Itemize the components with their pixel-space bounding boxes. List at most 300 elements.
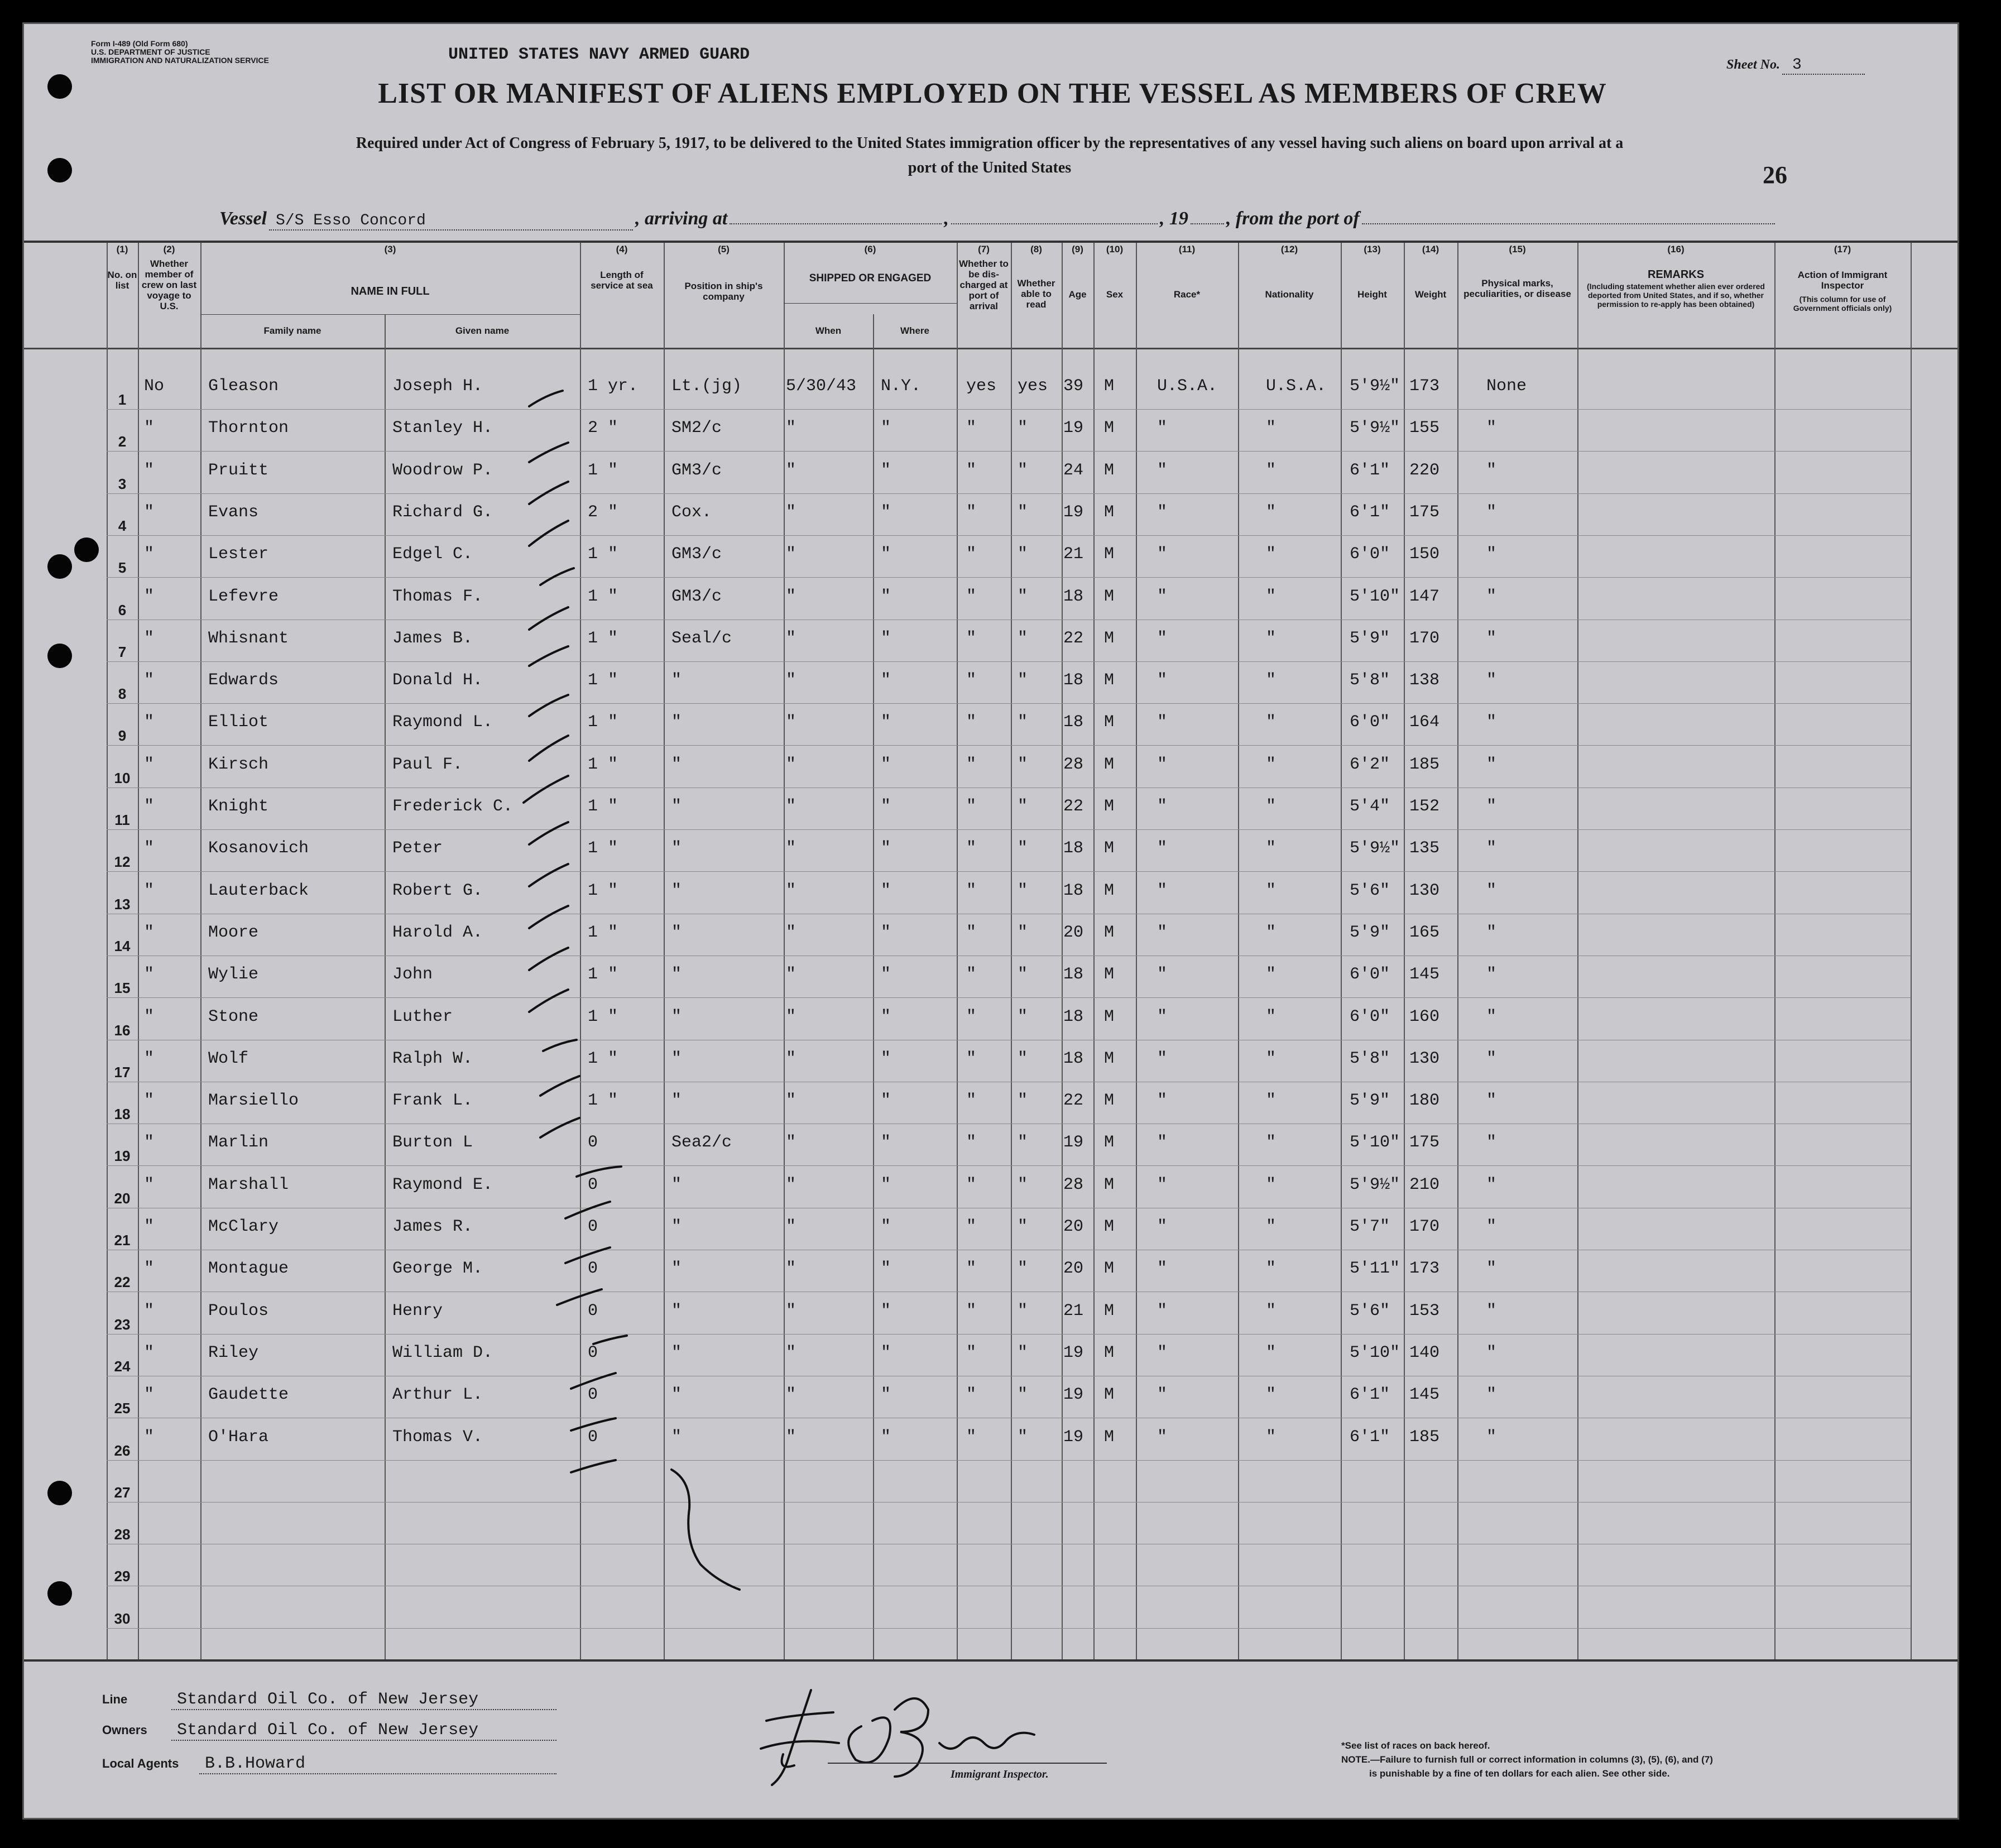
- nationality-cell: ": [1266, 1343, 1277, 1362]
- shipped-where-cell: ": [881, 755, 891, 774]
- family-name-cell: Thornton: [208, 419, 289, 438]
- given-name-cell: Peter: [392, 839, 443, 858]
- row-number: 17: [114, 1063, 131, 1081]
- marks-cell: ": [1486, 1217, 1497, 1236]
- inspector-label: Immigrant Inspector.: [951, 1768, 1049, 1780]
- shipped-where-cell: ": [881, 923, 891, 942]
- prev-voyage-cell: ": [144, 1217, 155, 1236]
- vessel-line: Vessel S/S Esso Concord , arriving at , , 19 , from the port of: [219, 208, 1775, 231]
- row-number: 7: [118, 643, 127, 660]
- race-cell: ": [1157, 713, 1168, 732]
- service-cell: 1 ": [588, 545, 618, 564]
- discharged-cell: ": [966, 1091, 977, 1111]
- family-name-cell: Poulos: [208, 1301, 269, 1321]
- shipped-where-cell: ": [881, 628, 891, 648]
- position-cell: ": [671, 797, 682, 816]
- nationality-cell: ": [1266, 713, 1277, 732]
- discharged-cell: ": [966, 419, 977, 438]
- race-cell: ": [1157, 1343, 1168, 1362]
- read-cell: ": [1018, 628, 1028, 648]
- nationality-cell: ": [1266, 1175, 1277, 1194]
- service-cell: 1 ": [588, 797, 618, 816]
- sex-cell: M: [1104, 1133, 1115, 1153]
- read-cell: ": [1018, 1007, 1028, 1026]
- check-mark-icon: [529, 607, 568, 630]
- weight-cell: 138: [1409, 671, 1440, 690]
- given-name-cell: Frank L.: [392, 1091, 473, 1111]
- marks-cell: ": [1486, 545, 1497, 564]
- position-cell: ": [671, 1217, 682, 1236]
- shipped-when-cell: ": [786, 1301, 796, 1321]
- shipped-where-cell: ": [881, 1133, 891, 1153]
- colnum-13: (13): [1364, 244, 1381, 255]
- form-id: Form I-489 (Old Form 680) U.S. DEPARTMENT OF JUSTICE IMMIGRATION AND NATURALIZATION SERVICE: [91, 39, 269, 65]
- race-cell: ": [1157, 881, 1168, 900]
- age-cell: 20: [1063, 1217, 1084, 1236]
- family-name-cell: Kirsch: [208, 755, 269, 774]
- shipped-when-cell: ": [786, 1385, 796, 1405]
- age-cell: 18: [1063, 713, 1084, 732]
- colnum-10: (10): [1106, 244, 1124, 255]
- row-number: 24: [114, 1357, 131, 1375]
- position-cell: ": [671, 839, 682, 858]
- service-cell: 0: [588, 1259, 598, 1279]
- given-name-cell: Paul F.: [392, 755, 463, 774]
- row-number: 16: [114, 1021, 131, 1039]
- col-header-when: When: [815, 325, 842, 336]
- read-cell: ": [1018, 1259, 1028, 1279]
- discharged-cell: ": [966, 671, 977, 690]
- discharged-cell: ": [966, 755, 977, 774]
- row-number: 21: [114, 1232, 131, 1249]
- marks-cell: ": [1486, 881, 1497, 900]
- marks-cell: ": [1486, 1301, 1497, 1321]
- weight-cell: 173: [1409, 377, 1440, 396]
- service-cell: 1 ": [588, 713, 618, 732]
- org-name: UNITED STATES NAVY ARMED GUARD: [448, 45, 750, 64]
- read-cell: ": [1018, 587, 1028, 606]
- given-name-cell: Edgel C.: [392, 545, 473, 564]
- given-name-cell: James B.: [392, 628, 473, 648]
- check-mark-icon: [529, 695, 568, 716]
- shipped-where-cell: N.Y.: [881, 377, 922, 396]
- check-mark-icon: [529, 521, 568, 546]
- age-cell: 39: [1063, 377, 1084, 396]
- read-cell: ": [1018, 1427, 1028, 1447]
- shipped-where-cell: ": [881, 502, 891, 522]
- shipped-when-cell: ": [786, 502, 796, 522]
- shipped-where-cell: ": [881, 1217, 891, 1236]
- nationality-cell: U.S.A.: [1266, 377, 1327, 396]
- col-header-discharged: Whether to be dis-charged at port of arrival: [959, 258, 1009, 311]
- family-name-cell: Elliot: [208, 713, 269, 732]
- given-name-cell: Harold A.: [392, 923, 483, 942]
- row-number: 13: [114, 895, 131, 913]
- discharged-cell: ": [966, 1343, 977, 1362]
- discharged-cell: ": [966, 1259, 977, 1279]
- read-cell: ": [1018, 1385, 1028, 1405]
- shipped-when-cell: ": [786, 1427, 796, 1447]
- marks-cell: ": [1486, 923, 1497, 942]
- family-name-cell: Stone: [208, 1007, 259, 1026]
- discharged-cell: ": [966, 839, 977, 858]
- height-cell: 5'7": [1350, 1217, 1390, 1236]
- colnum-7: (7): [978, 244, 990, 255]
- age-cell: 18: [1063, 1049, 1084, 1068]
- family-name-cell: O'Hara: [208, 1427, 269, 1447]
- race-cell: ": [1157, 460, 1168, 480]
- read-cell: ": [1018, 1175, 1028, 1194]
- age-cell: 22: [1063, 628, 1084, 648]
- footer-owners: Owners Standard Oil Co. of New Jersey: [102, 1721, 556, 1741]
- sheet-number: Sheet No. 3: [1726, 56, 1865, 75]
- colnum-8: (8): [1030, 244, 1042, 255]
- col-header-shipped: SHIPPED OR ENGAGED: [809, 272, 932, 284]
- given-name-cell: William D.: [392, 1343, 493, 1362]
- position-cell: SM2/c: [671, 419, 722, 438]
- row-number: 14: [114, 937, 131, 954]
- shipped-where-cell: ": [881, 419, 891, 438]
- check-mark-icon: [565, 1202, 610, 1218]
- shipped-where-cell: ": [881, 965, 891, 985]
- nationality-cell: ": [1266, 1217, 1277, 1236]
- prev-voyage-cell: ": [144, 1259, 155, 1279]
- height-cell: 5'9": [1350, 1091, 1390, 1111]
- weight-cell: 164: [1409, 713, 1440, 732]
- weight-cell: 175: [1409, 502, 1440, 522]
- given-name-cell: Stanley H.: [392, 419, 493, 438]
- given-name-cell: Thomas V.: [392, 1427, 483, 1447]
- position-cell: ": [671, 1385, 682, 1405]
- shipped-when-cell: ": [786, 1049, 796, 1068]
- col-header-height: Height: [1357, 289, 1387, 300]
- check-mark-icon: [524, 776, 568, 803]
- read-cell: ": [1018, 881, 1028, 900]
- age-cell: 22: [1063, 797, 1084, 816]
- age-cell: 28: [1063, 1175, 1084, 1194]
- discharged-cell: ": [966, 965, 977, 985]
- height-cell: 6'1": [1350, 502, 1390, 522]
- age-cell: 19: [1063, 1385, 1084, 1405]
- height-cell: 5'6": [1350, 1301, 1390, 1321]
- given-name-cell: Frederick C.: [392, 797, 514, 816]
- sex-cell: M: [1104, 419, 1115, 438]
- race-cell: ": [1157, 587, 1168, 606]
- sex-cell: M: [1104, 1259, 1115, 1279]
- marks-cell: ": [1486, 502, 1497, 522]
- height-cell: 5'10": [1350, 1343, 1400, 1362]
- shipped-when-cell: ": [786, 1091, 796, 1111]
- page-count: 26: [1763, 161, 1787, 189]
- sex-cell: M: [1104, 1217, 1115, 1236]
- shipped-where-cell: ": [881, 587, 891, 606]
- weight-cell: 145: [1409, 1385, 1440, 1405]
- race-cell: ": [1157, 839, 1168, 858]
- shipped-where-cell: ": [881, 1343, 891, 1362]
- weight-cell: 173: [1409, 1259, 1440, 1279]
- age-cell: 19: [1063, 502, 1084, 522]
- shipped-when-cell: ": [786, 797, 796, 816]
- prev-voyage-cell: ": [144, 1133, 155, 1153]
- sex-cell: M: [1104, 1343, 1115, 1362]
- age-cell: 21: [1063, 1301, 1084, 1321]
- sex-cell: M: [1104, 797, 1115, 816]
- position-cell: Sea2/c: [671, 1133, 732, 1153]
- weight-cell: 180: [1409, 1091, 1440, 1111]
- marks-cell: ": [1486, 460, 1497, 480]
- row-number: 18: [114, 1106, 131, 1123]
- given-name-cell: Raymond E.: [392, 1175, 493, 1194]
- prev-voyage-cell: ": [144, 419, 155, 438]
- age-cell: 18: [1063, 671, 1084, 690]
- race-cell: ": [1157, 797, 1168, 816]
- given-name-cell: Arthur L.: [392, 1385, 483, 1405]
- check-mark-icon: [529, 482, 568, 504]
- sex-cell: M: [1104, 755, 1115, 774]
- position-cell: Cox.: [671, 502, 712, 522]
- height-cell: 5'9": [1350, 923, 1390, 942]
- height-cell: 5'8": [1350, 1049, 1390, 1068]
- given-name-cell: Thomas F.: [392, 587, 483, 606]
- shipped-when-cell: ": [786, 628, 796, 648]
- family-name-cell: McClary: [208, 1217, 279, 1236]
- read-cell: ": [1018, 1343, 1028, 1362]
- colnum-12: (12): [1280, 244, 1298, 255]
- age-cell: 18: [1063, 839, 1084, 858]
- check-mark-icon: [529, 990, 568, 1012]
- discharged-cell: ": [966, 923, 977, 942]
- discharged-cell: ": [966, 587, 977, 606]
- colnum-2: (2): [163, 244, 175, 255]
- service-cell: 0: [588, 1427, 598, 1447]
- nationality-cell: ": [1266, 1385, 1277, 1405]
- family-name-cell: Evans: [208, 502, 259, 522]
- nationality-cell: ": [1266, 923, 1277, 942]
- colnum-15: (15): [1509, 244, 1526, 255]
- race-cell: ": [1157, 1301, 1168, 1321]
- nationality-cell: ": [1266, 1133, 1277, 1153]
- age-cell: 18: [1063, 1007, 1084, 1026]
- service-cell: 1 ": [588, 965, 618, 985]
- discharged-cell: ": [966, 1427, 977, 1447]
- note-penalty-1: NOTE.—Failure to furnish full or correct information in columns (3), (5), (6), and (7): [1341, 1754, 1713, 1765]
- marks-cell: ": [1486, 671, 1497, 690]
- race-cell: ": [1157, 671, 1168, 690]
- sex-cell: M: [1104, 839, 1115, 858]
- marks-cell: None: [1486, 377, 1527, 396]
- row-number: 19: [114, 1148, 131, 1165]
- sex-cell: M: [1104, 1385, 1115, 1405]
- age-cell: 28: [1063, 755, 1084, 774]
- check-mark-icon: [529, 391, 563, 406]
- sex-cell: M: [1104, 1091, 1115, 1111]
- service-cell: 1 ": [588, 755, 618, 774]
- position-cell: Seal/c: [671, 628, 732, 648]
- sex-cell: M: [1104, 671, 1115, 690]
- race-cell: ": [1157, 1007, 1168, 1026]
- check-mark-icon: [571, 1373, 616, 1389]
- colnum-11: (11): [1178, 244, 1196, 255]
- given-name-cell: Ralph W.: [392, 1049, 473, 1068]
- service-cell: 1 ": [588, 1049, 618, 1068]
- age-cell: 24: [1063, 460, 1084, 480]
- service-cell: 0: [588, 1175, 598, 1194]
- col-header-marks: Physical marks, peculiarities, or disease: [1463, 278, 1571, 299]
- discharged-cell: ": [966, 797, 977, 816]
- height-cell: 5'9": [1350, 628, 1390, 648]
- discharged-cell: ": [966, 1175, 977, 1194]
- col-header-weight: Weight: [1414, 289, 1447, 300]
- weight-cell: 210: [1409, 1175, 1440, 1194]
- read-cell: ": [1018, 797, 1028, 816]
- colnum-5: (5): [718, 244, 730, 255]
- prev-voyage-cell: ": [144, 671, 155, 690]
- height-cell: 6'0": [1350, 1007, 1390, 1026]
- prev-voyage-cell: ": [144, 797, 155, 816]
- check-mark-icon: [540, 1076, 579, 1096]
- age-cell: 18: [1063, 881, 1084, 900]
- colnum-3: (3): [384, 244, 396, 255]
- nationality-cell: ": [1266, 1301, 1277, 1321]
- prev-voyage-cell: ": [144, 923, 155, 942]
- given-name-cell: Luther: [392, 1007, 453, 1026]
- discharged-cell: ": [966, 1385, 977, 1405]
- shipped-where-cell: ": [881, 839, 891, 858]
- col-header-service: Length of service at sea: [591, 270, 653, 291]
- service-cell: 1 ": [588, 587, 618, 606]
- discharged-cell: ": [966, 713, 977, 732]
- shipped-when-cell: ": [786, 460, 796, 480]
- sex-cell: M: [1104, 1049, 1115, 1068]
- family-name-cell: Lester: [208, 545, 269, 564]
- age-cell: 18: [1063, 965, 1084, 985]
- nationality-cell: ": [1266, 797, 1277, 816]
- service-cell: 1 ": [588, 1007, 618, 1026]
- race-cell: ": [1157, 545, 1168, 564]
- inspector-signature: [716, 1676, 1118, 1799]
- nationality-cell: ": [1266, 839, 1277, 858]
- shipped-where-cell: ": [881, 1385, 891, 1405]
- age-cell: 19: [1063, 1427, 1084, 1447]
- shipped-when-cell: ": [786, 1133, 796, 1153]
- nationality-cell: ": [1266, 1091, 1277, 1111]
- shipped-where-cell: ": [881, 1301, 891, 1321]
- nationality-cell: ": [1266, 755, 1277, 774]
- shipped-when-cell: ": [786, 1217, 796, 1236]
- sex-cell: M: [1104, 713, 1115, 732]
- age-cell: 19: [1063, 1133, 1084, 1153]
- height-cell: 5'9½": [1350, 839, 1400, 858]
- nationality-cell: ": [1266, 1049, 1277, 1068]
- colnum-1: (1): [116, 244, 128, 255]
- height-cell: 5'10": [1350, 1133, 1400, 1153]
- shipped-when-cell: ": [786, 1343, 796, 1362]
- sex-cell: M: [1104, 1301, 1115, 1321]
- family-name-cell: Montague: [208, 1259, 289, 1279]
- marks-cell: ": [1486, 755, 1497, 774]
- col-header-where: Where: [900, 325, 929, 336]
- read-cell: ": [1018, 923, 1028, 942]
- note-races: *See list of races on back hereof.: [1341, 1740, 1490, 1751]
- position-cell: Lt.(jg): [671, 377, 742, 396]
- col-header-family: Family name: [263, 325, 321, 336]
- weight-cell: 130: [1409, 1049, 1440, 1068]
- marks-cell: ": [1486, 1175, 1497, 1194]
- service-cell: 0: [588, 1301, 598, 1321]
- service-cell: 1 ": [588, 881, 618, 900]
- colnum-17: (17): [1834, 244, 1851, 255]
- given-name-cell: Donald H.: [392, 671, 483, 690]
- prev-voyage-cell: ": [144, 881, 155, 900]
- shipped-where-cell: ": [881, 1175, 891, 1194]
- check-mark-icon: [571, 1460, 616, 1472]
- given-name-cell: Henry: [392, 1301, 443, 1321]
- race-cell: U.S.A.: [1157, 377, 1218, 396]
- race-cell: ": [1157, 1049, 1168, 1068]
- shipped-where-cell: ": [881, 1427, 891, 1447]
- nationality-cell: ": [1266, 1427, 1277, 1447]
- marks-cell: ": [1486, 419, 1497, 438]
- read-cell: ": [1018, 1049, 1028, 1068]
- marks-cell: ": [1486, 713, 1497, 732]
- family-name-cell: Knight: [208, 797, 269, 816]
- sex-cell: M: [1104, 881, 1115, 900]
- position-cell: ": [671, 881, 682, 900]
- shipped-when-cell: ": [786, 881, 796, 900]
- shipped-where-cell: ": [881, 797, 891, 816]
- height-cell: 5'6": [1350, 881, 1390, 900]
- sex-cell: M: [1104, 1427, 1115, 1447]
- col-header-race: Race*: [1173, 289, 1201, 300]
- marks-cell: ": [1486, 839, 1497, 858]
- sex-cell: M: [1104, 460, 1115, 480]
- check-mark-icon: [529, 906, 568, 928]
- marks-cell: ": [1486, 797, 1497, 816]
- check-mark-icon: [543, 1040, 577, 1051]
- service-cell: 1 ": [588, 460, 618, 480]
- age-cell: 18: [1063, 587, 1084, 606]
- discharged-cell: ": [966, 1301, 977, 1321]
- given-name-cell: James R.: [392, 1217, 473, 1236]
- colnum-16: (16): [1667, 244, 1685, 255]
- prev-voyage-cell: ": [144, 1343, 155, 1362]
- sex-cell: M: [1104, 923, 1115, 942]
- shipped-when-cell: ": [786, 965, 796, 985]
- row-number: 3: [118, 475, 127, 492]
- family-name-cell: Kosanovich: [208, 839, 309, 858]
- position-cell: ": [671, 1007, 682, 1026]
- read-cell: yes: [1018, 377, 1048, 396]
- weight-cell: 175: [1409, 1133, 1440, 1153]
- position-cell: ": [671, 1175, 682, 1194]
- age-cell: 20: [1063, 1259, 1084, 1279]
- shipped-when-cell: ": [786, 419, 796, 438]
- height-cell: 5'8": [1350, 671, 1390, 690]
- footer-agents: Local Agents B.B.Howard: [102, 1754, 556, 1774]
- nationality-cell: ": [1266, 502, 1277, 522]
- position-cell: ": [671, 1427, 682, 1447]
- discharged-cell: ": [966, 1007, 977, 1026]
- given-name-cell: Burton L: [392, 1133, 473, 1153]
- position-cell: ": [671, 713, 682, 732]
- check-mark-icon: [565, 1247, 610, 1263]
- position-cell: ": [671, 1049, 682, 1068]
- height-cell: 5'4": [1350, 797, 1390, 816]
- read-cell: ": [1018, 839, 1028, 858]
- height-cell: 6'0": [1350, 965, 1390, 985]
- note-penalty-2: is punishable by a fine of ten dollars for each alien. See other side.: [1369, 1768, 1670, 1779]
- service-cell: 2 ": [588, 419, 618, 438]
